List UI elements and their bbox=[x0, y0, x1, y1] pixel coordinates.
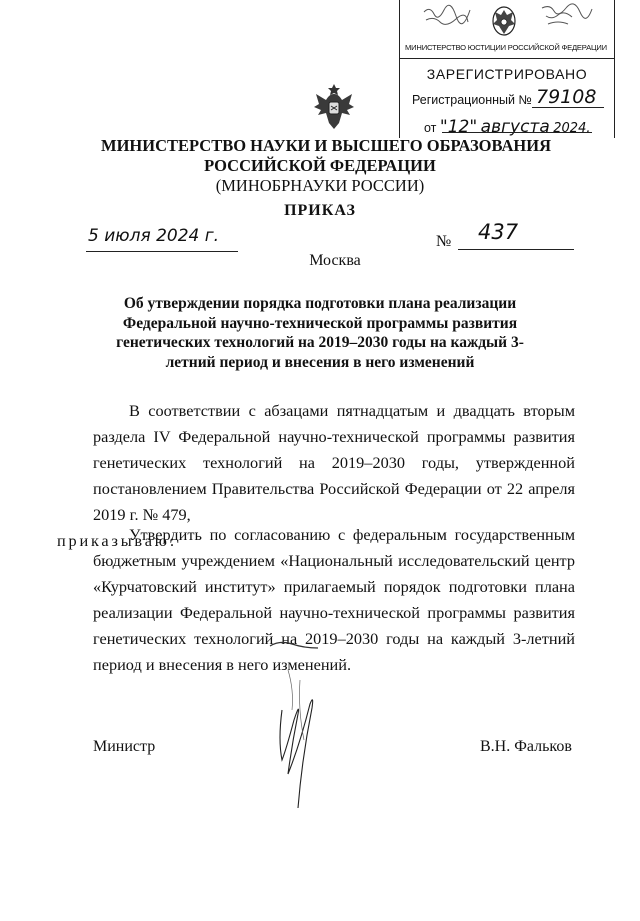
ministry-name-line1: МИНИСТЕРСТВО НАУКИ И ВЫСШЕГО ОБРАЗОВАНИЯ bbox=[101, 136, 551, 155]
handwritten-signature-icon bbox=[240, 650, 360, 850]
stamp-date-prefix: от bbox=[424, 121, 437, 135]
stamp-reg-number-label: Регистрационный № bbox=[412, 93, 532, 107]
stamp-reg-number-underline bbox=[532, 107, 604, 108]
registration-stamp bbox=[399, 0, 615, 138]
order-word: приказываю: bbox=[57, 531, 178, 550]
signer-name: В.Н. Фальков bbox=[480, 738, 572, 755]
order-number-label: № bbox=[436, 233, 452, 250]
stamp-registered-label: ЗАРЕГИСТРИРОВАНО bbox=[426, 66, 588, 82]
document-type: ПРИКАЗ bbox=[284, 202, 356, 219]
order-number-underline bbox=[458, 249, 574, 250]
order-paragraph: Утвердить по согласованию с федеральным государственным бюджетным учреждением «Национальный исследовательский центр «Курчатовский институт» прилагаемый порядок подготовки плана реализации Федеральной научно-технической программы развития генетических технологий на 2019–2030 годы на каждый 3-летний период и внесения в него изменений. bbox=[93, 525, 575, 674]
document-title: Об утверждении порядка подготовки плана реализации Федеральной научно-технической программы развития генетических технологий на 2019–2030 годы на каждый 3-летний период и внесения в него изменений bbox=[116, 295, 524, 371]
city: Москва bbox=[309, 252, 361, 269]
stamp-scribble-left-icon bbox=[422, 0, 472, 30]
signer-position: Министр bbox=[93, 738, 156, 755]
ministry-name-line2: РОССИЙСКОЙ ФЕДЕРАЦИИ bbox=[204, 156, 436, 175]
stamp-date bbox=[424, 117, 590, 137]
stamp-scribble-right-icon bbox=[538, 0, 598, 30]
stamp-date-month: августа bbox=[480, 117, 550, 137]
stamp-divider bbox=[400, 58, 614, 59]
order-number: 437 bbox=[478, 220, 519, 244]
coat-of-arms-icon bbox=[309, 80, 359, 130]
stamp-date-underline bbox=[442, 132, 592, 133]
stamp-reg-number: 79108 bbox=[536, 86, 597, 108]
preamble-text: В соответствии с абзацами пятнадцатым и двадцать вторым раздела IV Федеральной научно-технической программы развития генетических технологий на 2019–2030 годы, утвержденной постановлением Правительства Российской Федерации от 22 апреля 2019 г. № 479, bbox=[93, 401, 575, 524]
stamp-date-day: "12" bbox=[439, 117, 478, 137]
stamp-organization: МИНИСТЕРСТВО ЮСТИЦИИ РОССИЙСКОЙ ФЕДЕРАЦИИ bbox=[405, 43, 607, 52]
stamp-date-year: 2024. bbox=[553, 121, 591, 136]
order-date: 5 июля 2024 г. bbox=[88, 226, 220, 246]
stamp-emblem-icon bbox=[484, 2, 524, 40]
ministry-short-name: (МИНОБРНАУКИ РОССИИ) bbox=[215, 176, 425, 195]
